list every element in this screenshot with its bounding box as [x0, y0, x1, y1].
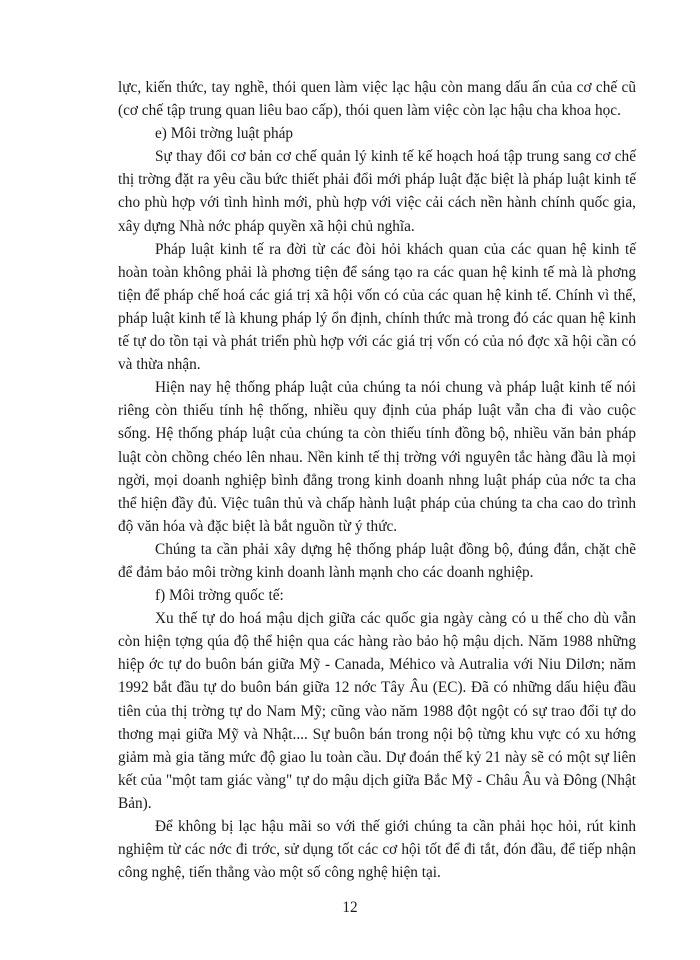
- section-heading-international-environment: f) Môi trờng quốc tế:: [155, 587, 284, 605]
- section-heading-legal-environment: e) Môi trờng luật pháp: [155, 125, 294, 143]
- paragraph: Pháp luật kinh tế ra đời từ các đòi hỏi khách quan của các quan hệ kinh tế hoàn toàn không phải là phơng tiện để sáng tạo ra các quan hệ kinh tế mà là phơng tiện để pháp chế hoá các giá trị xã hội vốn có của các quan hệ kinh tế. Chính vì thế, pháp luật kinh tế là khung pháp lý ổn định, chính thức mà trong đó các quan hệ kinh tế tự do tồn tại và phát triển phù hợp với các giá trị vốn có của nó đợc xã hội cần có và thừa nhận.: [118, 240, 636, 374]
- paragraph-continuation: lực, kiến thức, tay nghề, thói quen làm việc lạc hậu còn mang dấu ấn của cơ chế cũ (cơ chế tập trung quan liêu bao cấp), thói quen làm việc còn lạc hậu cha khoa học.: [118, 79, 636, 120]
- paragraph: Hiện nay hệ thống pháp luật của chúng ta nói chung và pháp luật kinh tế nói riêng còn thiếu tính hệ thống, nhiều quy định của pháp luật vẫn cha đi vào cuộc sống. Hệ thống pháp luật của chúng ta còn thiếu tính đồng bộ, nhiều văn bản pháp luật còn chồng chéo lên nhau. Nền kinh tế thị trờng với nguyên tắc hàng đầu là mọi ngời, mọi doanh nghiệp bình đẳng trong kinh doanh nhng luật pháp của nớc ta cha thể hiện đầy đủ. Việc tuân thủ và chấp hành luật pháp của chúng ta cha cao do trình độ văn hóa và đặc biệt là bắt nguồn từ ý thức.: [118, 379, 636, 535]
- paragraph: Sự thay đổi cơ bản cơ chế quản lý kinh tế kế hoạch hoá tập trung sang cơ chế thị trờng đặt ra yêu cầu bức thiết phải đổi mới pháp luật đặc biệt là pháp luật kinh tế cho phù hợp với tình hình mới, phù hợp với việc cải cách nền hành chính quốc gia, xây dựng Nhà nớc pháp quyền xã hội chủ nghĩa.: [118, 148, 636, 235]
- paragraph: Xu thế tự do hoá mậu dịch giữa các quốc gia ngày càng có u thế cho dù vẫn còn hiện tợng qúa độ thể hiện qua các hàng rào bảo hộ mậu dịch. Năm 1988 những hiệp ớc tự do buôn bán giữa Mỹ - Canada, Méhico và Autralia với Niu Dilơn; năm 1992 bắt đầu tự do buôn bán giữa 12 nớc Tây Âu (EC). Đã có những dấu hiệu đầu tiên của thị trờng tự do Nam Mỹ; cũng vào năm 1988 đột ngột có sự trao đổi tự do thơng mại giữa Mỹ và Nhật.... Sự buôn bán trong nội bộ từng khu vực có xu hớng giảm mà gia tăng mức độ giao lu toàn cầu. Dự đoán thế kỷ 21 này sẽ có một sự liên kết của "một tam giác vàng" tự do mậu dịch giữa Bắc Mỹ - Châu Âu và Đông (Nhật Bản).: [118, 610, 636, 812]
- paragraph: Chúng ta cần phải xây dựng hệ thống pháp luật đồng bộ, đúng đắn, chặt chẽ để đảm bảo môi trờng kinh doanh lành mạnh cho các doanh nghiệp.: [118, 540, 636, 581]
- page-number: 12: [342, 899, 358, 916]
- paragraph: Để không bị lạc hậu mãi so với thế giới chúng ta cần phải học hỏi, rút kinh nghiệm từ các nớc đi trớc, sử dụng tốt các cơ hội tốt để đi tắt, đón đầu, để tiếp nhận công nghệ, tiến thẳng vào một số công nghệ hiện tại.: [118, 818, 636, 882]
- body-text: [118, 76, 636, 884]
